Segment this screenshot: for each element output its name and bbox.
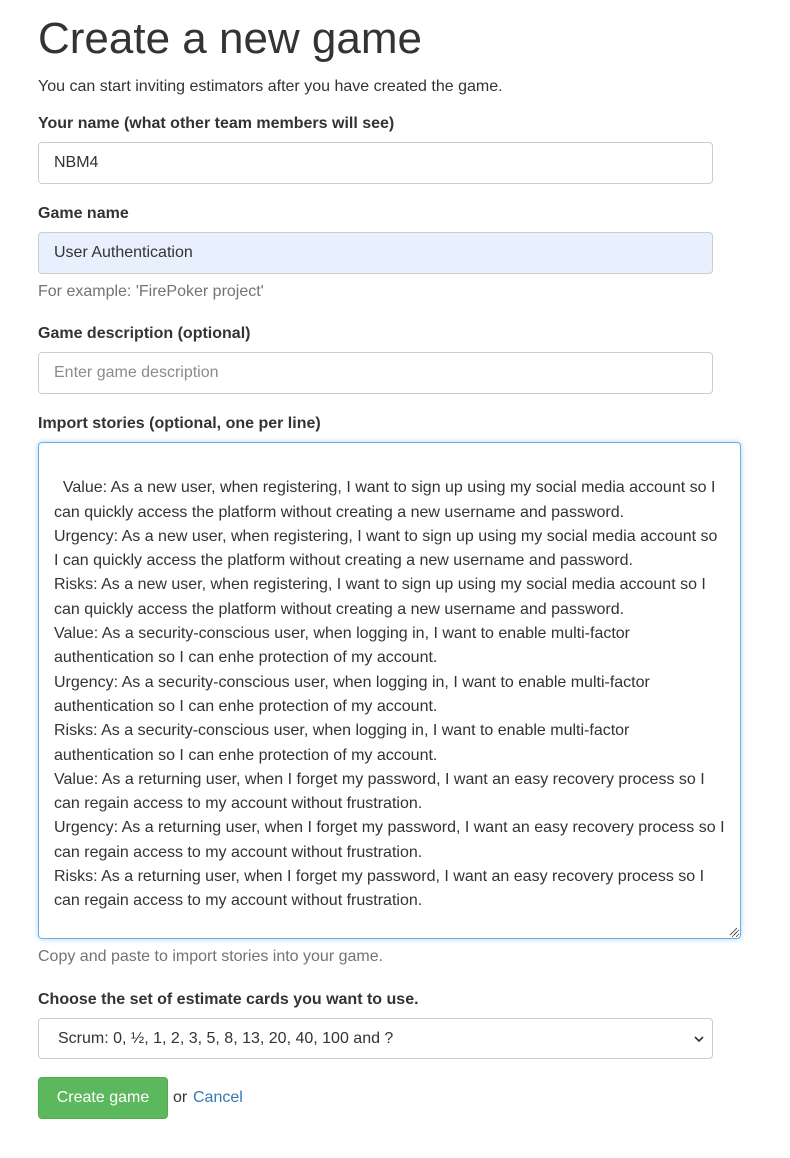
import-stories-help: Copy and paste to import stories into your game. bbox=[38, 948, 384, 965]
or-text: or bbox=[173, 1089, 188, 1106]
card-set-select[interactable] bbox=[38, 1018, 713, 1059]
card-set-label: Choose the set of estimate cards you want to use. bbox=[38, 991, 419, 1008]
game-description-input[interactable] bbox=[38, 352, 713, 394]
page-title: Create a new game bbox=[38, 14, 422, 63]
name-input[interactable] bbox=[38, 142, 713, 184]
import-stories-text: Value: As a new user, when registering, I want to sign up using my social media account so I can quickly access the platform without creating a new username and password. Urgency: As a new user, when registering, I want to sign up using my social media account so I can quickly access the platform without creating a new username and password. Risks: As a new user, when registering, I want to sign up using my social media account so I can quickly access the platform without creating a new username and password. Value: As a security-conscious user, when logging in, I want to enable multi-factor authentication so I can enhe protection of my account. Urgency: As a security-conscious user, when logging in, I want to enable multi-factor authentication so I can enhe protection of my account. Risks: As a security-conscious user, when logging in, I want to enable multi-factor authentication so I can enhe protection of my account. Value: As a returning user, when I forget my password, I want an easy recovery process so I can regain access to my account without frustration. Urgency: As a returning user, when I forget my password, I want an easy recovery process so I can regain access to my account without frustration. Risks: As a returning user, when I forget my password, I want an easy recovery process so I can regain access to my account without frustration. bbox=[54, 479, 725, 910]
game-name-label: Game name bbox=[38, 205, 129, 222]
resize-grip-icon[interactable] bbox=[728, 926, 738, 936]
name-label: Your name (what other team members will see) bbox=[38, 115, 395, 132]
card-set-selected-value: Scrum: 0, ½, 1, 2, 3, 5, 8, 13, 20, 40, 100 and ? bbox=[58, 1030, 394, 1047]
game-name-input[interactable] bbox=[38, 232, 713, 274]
import-stories-label: Import stories (optional, one per line) bbox=[38, 415, 321, 432]
cancel-link[interactable]: Cancel bbox=[193, 1089, 243, 1106]
chevron-down-icon bbox=[693, 1033, 705, 1045]
game-description-label: Game description (optional) bbox=[38, 325, 251, 342]
page-subtitle: You can start inviting estimators after you have created the game. bbox=[38, 78, 503, 95]
create-game-button[interactable]: Create game bbox=[38, 1077, 168, 1119]
import-stories-textarea[interactable] bbox=[38, 442, 741, 939]
game-name-help: For example: 'FirePoker project' bbox=[38, 283, 264, 300]
